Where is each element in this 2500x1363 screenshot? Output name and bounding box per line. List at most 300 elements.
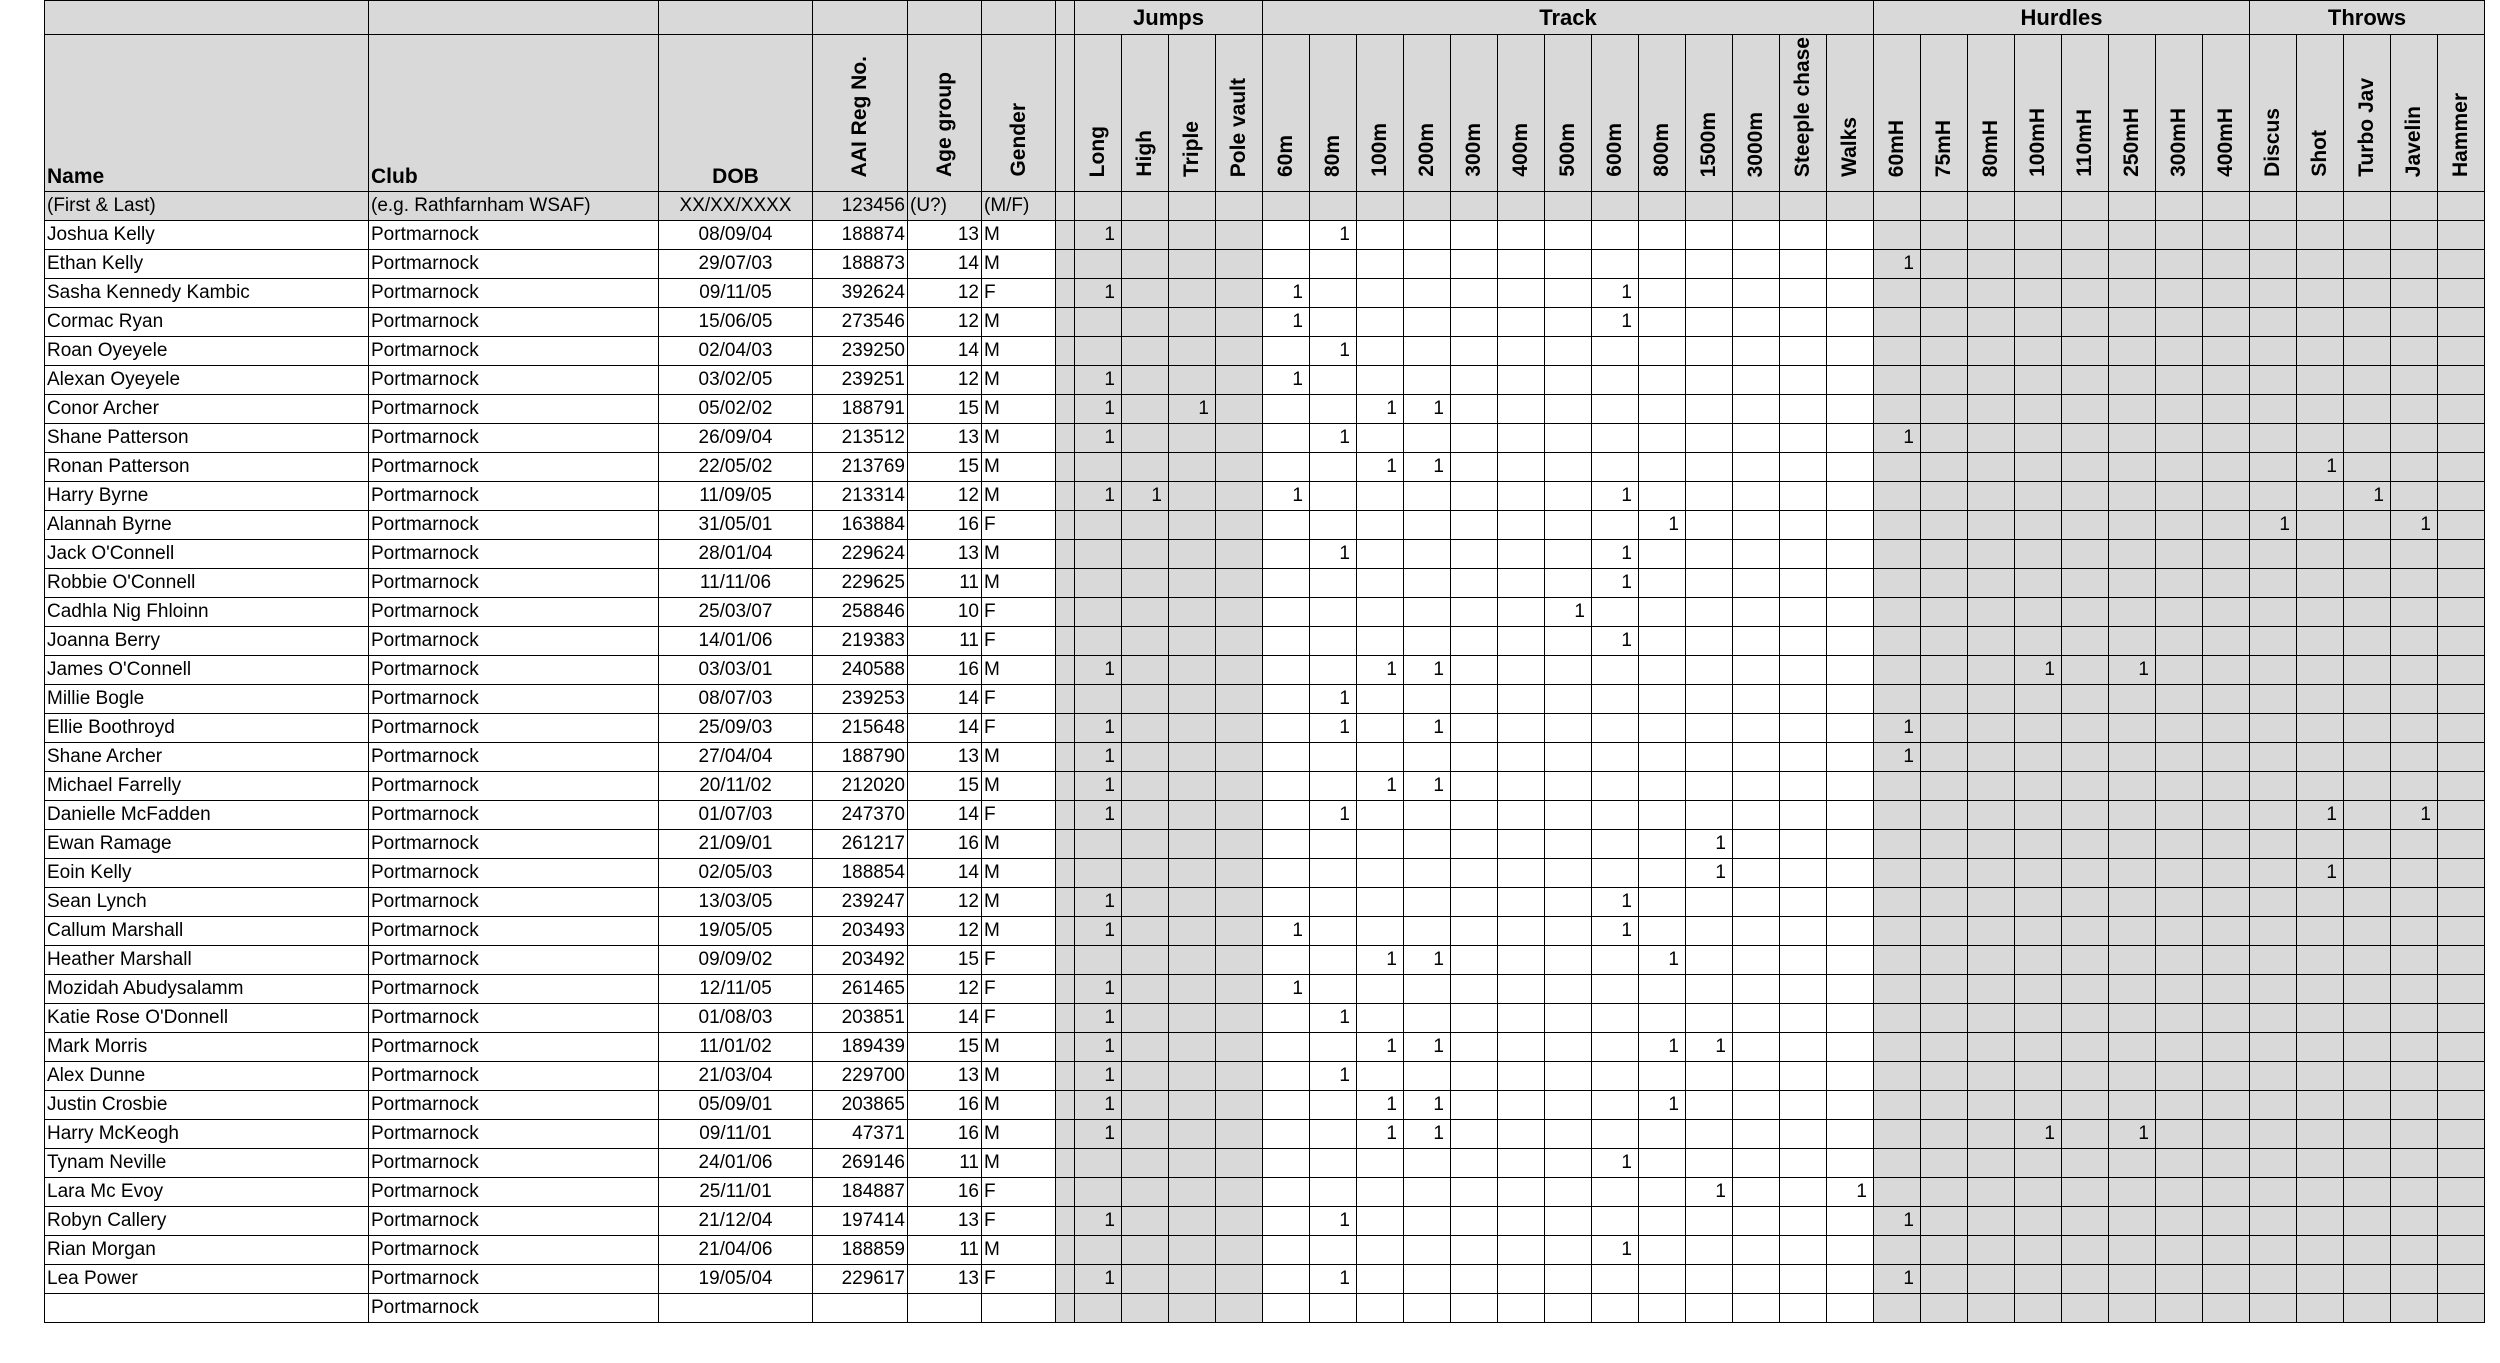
athlete-club[interactable]: Portmarnock: [369, 424, 659, 453]
athlete-dob[interactable]: 13/03/05: [659, 888, 813, 917]
event-cell-300m[interactable]: [1451, 830, 1498, 859]
event-cell-200m[interactable]: 1: [1404, 772, 1451, 801]
event-cell-discus[interactable]: [2250, 946, 2297, 975]
event-cell-80m[interactable]: [1310, 1033, 1357, 1062]
event-cell-800m[interactable]: [1639, 221, 1686, 250]
event-cell-60m[interactable]: [1263, 511, 1310, 540]
event-cell-400m[interactable]: [1498, 424, 1545, 453]
event-cell-300mh[interactable]: [2156, 598, 2203, 627]
event-cell-250mh[interactable]: 1: [2109, 656, 2156, 685]
event-cell-200m[interactable]: [1404, 627, 1451, 656]
athlete-name[interactable]: Ronan Patterson: [45, 453, 369, 482]
event-cell-turbo-jav[interactable]: [2344, 424, 2391, 453]
event-cell-long[interactable]: 1: [1075, 1265, 1122, 1294]
event-cell-pole-vault[interactable]: [1216, 1149, 1263, 1178]
event-cell-60m[interactable]: [1263, 888, 1310, 917]
event-cell-60m[interactable]: [1263, 1178, 1310, 1207]
event-cell-250mh[interactable]: [2109, 598, 2156, 627]
event-cell-javelin[interactable]: [2391, 395, 2438, 424]
event-cell-1500m[interactable]: [1686, 1294, 1733, 1323]
event-cell-400mh[interactable]: [2203, 1120, 2250, 1149]
event-cell-80m[interactable]: [1310, 482, 1357, 511]
event-cell-long[interactable]: [1075, 250, 1122, 279]
event-cell-400m[interactable]: [1498, 917, 1545, 946]
athlete-club[interactable]: Portmarnock: [369, 337, 659, 366]
athlete-reg[interactable]: 203492: [813, 946, 908, 975]
event-cell-400m[interactable]: [1498, 1120, 1545, 1149]
athlete-name[interactable]: Robyn Callery: [45, 1207, 369, 1236]
event-cell-walks[interactable]: [1827, 1265, 1874, 1294]
event-cell-turbo-jav[interactable]: [2344, 946, 2391, 975]
athlete-age[interactable]: 16: [908, 1178, 982, 1207]
athlete-reg[interactable]: 203493: [813, 917, 908, 946]
event-cell-400mh[interactable]: [2203, 1149, 2250, 1178]
event-cell-250mh[interactable]: [2109, 975, 2156, 1004]
athlete-name[interactable]: Cadhla Nig Fhloinn: [45, 598, 369, 627]
event-cell-400m[interactable]: [1498, 337, 1545, 366]
athlete-age[interactable]: 13: [908, 540, 982, 569]
event-cell-300mh[interactable]: [2156, 685, 2203, 714]
event-cell-800m[interactable]: [1639, 1004, 1686, 1033]
event-cell-400mh[interactable]: [2203, 917, 2250, 946]
event-cell-300m[interactable]: [1451, 424, 1498, 453]
event-cell-1500m[interactable]: [1686, 946, 1733, 975]
event-cell-60m[interactable]: [1263, 250, 1310, 279]
athlete-age[interactable]: 11: [908, 569, 982, 598]
athlete-reg[interactable]: [813, 1294, 908, 1323]
event-cell-800m[interactable]: [1639, 656, 1686, 685]
athlete-name[interactable]: Shane Archer: [45, 743, 369, 772]
event-cell-100mh[interactable]: [2015, 221, 2062, 250]
event-cell-600m[interactable]: [1592, 859, 1639, 888]
athlete-reg[interactable]: 240588: [813, 656, 908, 685]
event-cell-110mh[interactable]: [2062, 598, 2109, 627]
athlete-gender[interactable]: M: [982, 424, 1056, 453]
event-cell-400m[interactable]: [1498, 1004, 1545, 1033]
event-cell-250mh[interactable]: [2109, 714, 2156, 743]
athlete-club[interactable]: Portmarnock: [369, 1178, 659, 1207]
event-cell-triple[interactable]: [1169, 1091, 1216, 1120]
event-cell-110mh[interactable]: [2062, 1178, 2109, 1207]
athlete-dob[interactable]: 24/01/06: [659, 1149, 813, 1178]
event-cell-110mh[interactable]: [2062, 1091, 2109, 1120]
event-cell-100m[interactable]: [1357, 685, 1404, 714]
event-cell-500m[interactable]: [1545, 221, 1592, 250]
event-cell-discus[interactable]: [2250, 366, 2297, 395]
event-cell-600m[interactable]: [1592, 1062, 1639, 1091]
event-cell-60m[interactable]: [1263, 1120, 1310, 1149]
event-cell-80mh[interactable]: [1968, 830, 2015, 859]
event-cell-javelin[interactable]: 1: [2391, 511, 2438, 540]
event-cell-walks[interactable]: 1: [1827, 1178, 1874, 1207]
event-cell-turbo-jav[interactable]: [2344, 1091, 2391, 1120]
event-cell-walks[interactable]: [1827, 395, 1874, 424]
event-cell-javelin[interactable]: [2391, 366, 2438, 395]
athlete-dob[interactable]: 05/02/02: [659, 395, 813, 424]
event-cell-250mh[interactable]: [2109, 627, 2156, 656]
event-cell-200m[interactable]: 1: [1404, 1091, 1451, 1120]
event-cell-turbo-jav[interactable]: [2344, 1004, 2391, 1033]
event-cell-long[interactable]: 1: [1075, 366, 1122, 395]
event-cell-110mh[interactable]: [2062, 627, 2109, 656]
event-cell-60m[interactable]: [1263, 685, 1310, 714]
event-cell-300mh[interactable]: [2156, 1294, 2203, 1323]
event-cell-steeple-chase[interactable]: [1780, 1207, 1827, 1236]
event-cell-80m[interactable]: [1310, 511, 1357, 540]
event-cell-60mh[interactable]: 1: [1874, 1207, 1921, 1236]
event-cell-3000m[interactable]: [1733, 424, 1780, 453]
event-cell-high[interactable]: [1122, 337, 1169, 366]
event-cell-400m[interactable]: [1498, 714, 1545, 743]
athlete-age[interactable]: 15: [908, 453, 982, 482]
event-cell-800m[interactable]: [1639, 975, 1686, 1004]
athlete-age[interactable]: 16: [908, 656, 982, 685]
event-cell-600m[interactable]: 1: [1592, 308, 1639, 337]
event-cell-250mh[interactable]: [2109, 482, 2156, 511]
athlete-dob[interactable]: 25/09/03: [659, 714, 813, 743]
athlete-gender[interactable]: M: [982, 250, 1056, 279]
event-cell-1500m[interactable]: [1686, 337, 1733, 366]
event-cell-1500m[interactable]: [1686, 511, 1733, 540]
event-cell-110mh[interactable]: [2062, 395, 2109, 424]
event-cell-400mh[interactable]: [2203, 337, 2250, 366]
event-cell-triple[interactable]: [1169, 888, 1216, 917]
event-cell-80m[interactable]: [1310, 627, 1357, 656]
event-cell-100mh[interactable]: [2015, 569, 2062, 598]
athlete-dob[interactable]: 21/03/04: [659, 1062, 813, 1091]
athlete-dob[interactable]: 27/04/04: [659, 743, 813, 772]
event-cell-80mh[interactable]: [1968, 366, 2015, 395]
event-cell-high[interactable]: [1122, 1004, 1169, 1033]
event-cell-shot[interactable]: [2297, 511, 2344, 540]
event-cell-500m[interactable]: [1545, 1178, 1592, 1207]
event-cell-100mh[interactable]: [2015, 1178, 2062, 1207]
athlete-gender[interactable]: M: [982, 221, 1056, 250]
event-cell-60mh[interactable]: [1874, 627, 1921, 656]
event-cell-steeple-chase[interactable]: [1780, 1062, 1827, 1091]
event-cell-steeple-chase[interactable]: [1780, 1004, 1827, 1033]
event-cell-75mh[interactable]: [1921, 1178, 1968, 1207]
event-cell-hammer[interactable]: [2438, 453, 2485, 482]
event-cell-75mh[interactable]: [1921, 453, 1968, 482]
athlete-gender[interactable]: M: [982, 888, 1056, 917]
event-cell-300mh[interactable]: [2156, 1033, 2203, 1062]
event-cell-discus[interactable]: [2250, 250, 2297, 279]
athlete-reg[interactable]: 203851: [813, 1004, 908, 1033]
event-cell-discus[interactable]: [2250, 888, 2297, 917]
event-cell-250mh[interactable]: [2109, 308, 2156, 337]
event-cell-1500m[interactable]: [1686, 888, 1733, 917]
event-cell-turbo-jav[interactable]: [2344, 1236, 2391, 1265]
event-cell-1500m[interactable]: [1686, 1236, 1733, 1265]
athlete-name[interactable]: Michael Farrelly: [45, 772, 369, 801]
event-cell-400mh[interactable]: [2203, 221, 2250, 250]
event-cell-60m[interactable]: [1263, 743, 1310, 772]
event-cell-60mh[interactable]: [1874, 772, 1921, 801]
event-cell-250mh[interactable]: [2109, 1091, 2156, 1120]
event-cell-1500m[interactable]: [1686, 685, 1733, 714]
event-cell-pole-vault[interactable]: [1216, 308, 1263, 337]
event-cell-250mh[interactable]: [2109, 250, 2156, 279]
event-cell-shot[interactable]: [2297, 395, 2344, 424]
event-cell-60m[interactable]: [1263, 1236, 1310, 1265]
athlete-age[interactable]: 12: [908, 482, 982, 511]
event-cell-discus[interactable]: [2250, 337, 2297, 366]
athlete-reg[interactable]: 188854: [813, 859, 908, 888]
event-cell-250mh[interactable]: [2109, 830, 2156, 859]
event-cell-javelin[interactable]: [2391, 1207, 2438, 1236]
event-cell-100m[interactable]: 1: [1357, 395, 1404, 424]
event-cell-javelin[interactable]: [2391, 1294, 2438, 1323]
event-cell-javelin[interactable]: [2391, 482, 2438, 511]
event-cell-600m[interactable]: [1592, 656, 1639, 685]
event-cell-steeple-chase[interactable]: [1780, 1294, 1827, 1323]
event-cell-hammer[interactable]: [2438, 859, 2485, 888]
event-cell-400m[interactable]: [1498, 1178, 1545, 1207]
athlete-age[interactable]: 14: [908, 1004, 982, 1033]
athlete-reg[interactable]: 184887: [813, 1178, 908, 1207]
athlete-dob[interactable]: 08/09/04: [659, 221, 813, 250]
athlete-dob[interactable]: [659, 1294, 813, 1323]
event-cell-3000m[interactable]: [1733, 772, 1780, 801]
athlete-gender[interactable]: M: [982, 1120, 1056, 1149]
event-cell-200m[interactable]: 1: [1404, 395, 1451, 424]
event-cell-100mh[interactable]: [2015, 482, 2062, 511]
event-cell-steeple-chase[interactable]: [1780, 337, 1827, 366]
event-cell-javelin[interactable]: [2391, 743, 2438, 772]
event-cell-100mh[interactable]: [2015, 395, 2062, 424]
event-cell-800m[interactable]: [1639, 685, 1686, 714]
event-cell-pole-vault[interactable]: [1216, 279, 1263, 308]
event-cell-steeple-chase[interactable]: [1780, 569, 1827, 598]
event-cell-3000m[interactable]: [1733, 830, 1780, 859]
event-cell-turbo-jav[interactable]: [2344, 569, 2391, 598]
event-cell-walks[interactable]: [1827, 859, 1874, 888]
event-cell-100m[interactable]: 1: [1357, 656, 1404, 685]
event-cell-high[interactable]: [1122, 511, 1169, 540]
event-cell-100mh[interactable]: [2015, 308, 2062, 337]
event-cell-75mh[interactable]: [1921, 1004, 1968, 1033]
event-cell-80m[interactable]: 1: [1310, 801, 1357, 830]
event-cell-turbo-jav[interactable]: [2344, 888, 2391, 917]
event-cell-3000m[interactable]: [1733, 1062, 1780, 1091]
event-cell-javelin[interactable]: [2391, 250, 2438, 279]
event-cell-300m[interactable]: [1451, 917, 1498, 946]
event-cell-500m[interactable]: [1545, 308, 1592, 337]
event-cell-triple[interactable]: [1169, 424, 1216, 453]
event-cell-javelin[interactable]: [2391, 714, 2438, 743]
event-cell-100m[interactable]: 1: [1357, 1033, 1404, 1062]
event-cell-pole-vault[interactable]: [1216, 772, 1263, 801]
event-cell-400mh[interactable]: [2203, 946, 2250, 975]
event-cell-walks[interactable]: [1827, 1033, 1874, 1062]
event-cell-800m[interactable]: [1639, 627, 1686, 656]
athlete-dob[interactable]: 02/05/03: [659, 859, 813, 888]
event-cell-400m[interactable]: [1498, 221, 1545, 250]
event-cell-triple[interactable]: [1169, 569, 1216, 598]
event-cell-turbo-jav[interactable]: [2344, 743, 2391, 772]
event-cell-1500m[interactable]: [1686, 714, 1733, 743]
event-cell-long[interactable]: [1075, 1294, 1122, 1323]
event-cell-80mh[interactable]: [1968, 656, 2015, 685]
event-cell-turbo-jav[interactable]: [2344, 395, 2391, 424]
event-cell-1500m[interactable]: [1686, 453, 1733, 482]
athlete-age[interactable]: 11: [908, 1236, 982, 1265]
event-cell-hammer[interactable]: [2438, 279, 2485, 308]
athlete-club[interactable]: Portmarnock: [369, 859, 659, 888]
athlete-club[interactable]: Portmarnock: [369, 1265, 659, 1294]
athlete-name[interactable]: Rian Morgan: [45, 1236, 369, 1265]
event-cell-800m[interactable]: [1639, 1149, 1686, 1178]
event-cell-200m[interactable]: [1404, 221, 1451, 250]
event-cell-100mh[interactable]: [2015, 1265, 2062, 1294]
event-cell-400mh[interactable]: [2203, 888, 2250, 917]
event-cell-1500m[interactable]: [1686, 250, 1733, 279]
athlete-dob[interactable]: 08/07/03: [659, 685, 813, 714]
event-cell-triple[interactable]: [1169, 1207, 1216, 1236]
event-cell-800m[interactable]: [1639, 888, 1686, 917]
event-cell-110mh[interactable]: [2062, 366, 2109, 395]
event-cell-300m[interactable]: [1451, 453, 1498, 482]
event-cell-600m[interactable]: 1: [1592, 279, 1639, 308]
athlete-reg[interactable]: 197414: [813, 1207, 908, 1236]
event-cell-60mh[interactable]: [1874, 279, 1921, 308]
event-cell-high[interactable]: [1122, 1033, 1169, 1062]
athlete-reg[interactable]: 258846: [813, 598, 908, 627]
event-cell-400mh[interactable]: [2203, 859, 2250, 888]
event-cell-80m[interactable]: [1310, 975, 1357, 1004]
athlete-dob[interactable]: 14/01/06: [659, 627, 813, 656]
event-cell-80mh[interactable]: [1968, 482, 2015, 511]
event-cell-300mh[interactable]: [2156, 424, 2203, 453]
event-cell-400m[interactable]: [1498, 598, 1545, 627]
event-cell-triple[interactable]: [1169, 308, 1216, 337]
event-cell-discus[interactable]: [2250, 1033, 2297, 1062]
event-cell-javelin[interactable]: [2391, 1265, 2438, 1294]
event-cell-80m[interactable]: 1: [1310, 1004, 1357, 1033]
event-cell-300mh[interactable]: [2156, 511, 2203, 540]
event-cell-3000m[interactable]: [1733, 308, 1780, 337]
event-cell-600m[interactable]: 1: [1592, 888, 1639, 917]
event-cell-javelin[interactable]: [2391, 946, 2438, 975]
event-cell-shot[interactable]: [2297, 221, 2344, 250]
event-cell-600m[interactable]: [1592, 801, 1639, 830]
athlete-dob[interactable]: 01/07/03: [659, 801, 813, 830]
event-cell-110mh[interactable]: [2062, 424, 2109, 453]
event-cell-walks[interactable]: [1827, 250, 1874, 279]
athlete-name[interactable]: Lea Power: [45, 1265, 369, 1294]
event-cell-javelin[interactable]: [2391, 859, 2438, 888]
event-cell-400mh[interactable]: [2203, 453, 2250, 482]
event-cell-75mh[interactable]: [1921, 337, 1968, 366]
event-cell-60mh[interactable]: 1: [1874, 424, 1921, 453]
event-cell-hammer[interactable]: [2438, 1236, 2485, 1265]
event-cell-discus[interactable]: [2250, 1236, 2297, 1265]
event-cell-110mh[interactable]: [2062, 1120, 2109, 1149]
event-cell-100m[interactable]: [1357, 830, 1404, 859]
event-cell-800m[interactable]: [1639, 859, 1686, 888]
event-cell-turbo-jav[interactable]: [2344, 1062, 2391, 1091]
athlete-reg[interactable]: 212020: [813, 772, 908, 801]
event-cell-triple[interactable]: [1169, 221, 1216, 250]
event-cell-100m[interactable]: [1357, 1207, 1404, 1236]
event-cell-100mh[interactable]: [2015, 250, 2062, 279]
event-cell-200m[interactable]: [1404, 1236, 1451, 1265]
event-cell-600m[interactable]: [1592, 598, 1639, 627]
event-cell-75mh[interactable]: [1921, 801, 1968, 830]
event-cell-turbo-jav[interactable]: [2344, 685, 2391, 714]
event-cell-800m[interactable]: [1639, 743, 1686, 772]
event-cell-500m[interactable]: [1545, 1236, 1592, 1265]
event-cell-shot[interactable]: [2297, 1294, 2344, 1323]
event-cell-1500m[interactable]: [1686, 540, 1733, 569]
event-cell-pole-vault[interactable]: [1216, 685, 1263, 714]
event-cell-400mh[interactable]: [2203, 627, 2250, 656]
event-cell-100mh[interactable]: [2015, 1033, 2062, 1062]
event-cell-long[interactable]: 1: [1075, 221, 1122, 250]
event-cell-250mh[interactable]: [2109, 1033, 2156, 1062]
event-cell-javelin[interactable]: [2391, 917, 2438, 946]
event-cell-walks[interactable]: [1827, 1236, 1874, 1265]
athlete-gender[interactable]: F: [982, 1207, 1056, 1236]
event-cell-80m[interactable]: [1310, 772, 1357, 801]
athlete-name[interactable]: Eoin Kelly: [45, 859, 369, 888]
athlete-age[interactable]: 15: [908, 1033, 982, 1062]
event-cell-shot[interactable]: [2297, 279, 2344, 308]
event-cell-100m[interactable]: [1357, 598, 1404, 627]
athlete-name[interactable]: Jack O'Connell: [45, 540, 369, 569]
event-cell-400m[interactable]: [1498, 1265, 1545, 1294]
athlete-age[interactable]: 12: [908, 279, 982, 308]
event-cell-600m[interactable]: [1592, 337, 1639, 366]
event-cell-300m[interactable]: [1451, 627, 1498, 656]
event-cell-steeple-chase[interactable]: [1780, 830, 1827, 859]
athlete-gender[interactable]: M: [982, 540, 1056, 569]
event-cell-200m[interactable]: [1404, 1178, 1451, 1207]
event-cell-100m[interactable]: [1357, 366, 1404, 395]
event-cell-80m[interactable]: [1310, 1120, 1357, 1149]
event-cell-3000m[interactable]: [1733, 221, 1780, 250]
event-cell-100mh[interactable]: [2015, 1149, 2062, 1178]
event-cell-100m[interactable]: [1357, 1294, 1404, 1323]
event-cell-80mh[interactable]: [1968, 1120, 2015, 1149]
event-cell-3000m[interactable]: [1733, 569, 1780, 598]
event-cell-100mh[interactable]: [2015, 511, 2062, 540]
event-cell-80mh[interactable]: [1968, 1062, 2015, 1091]
event-cell-600m[interactable]: [1592, 1004, 1639, 1033]
event-cell-shot[interactable]: [2297, 1149, 2344, 1178]
event-cell-400mh[interactable]: [2203, 685, 2250, 714]
event-cell-pole-vault[interactable]: [1216, 1178, 1263, 1207]
event-cell-100mh[interactable]: [2015, 279, 2062, 308]
event-cell-300m[interactable]: [1451, 685, 1498, 714]
athlete-club[interactable]: Portmarnock: [369, 830, 659, 859]
athlete-club[interactable]: Portmarnock: [369, 308, 659, 337]
event-cell-600m[interactable]: [1592, 1178, 1639, 1207]
event-cell-250mh[interactable]: [2109, 743, 2156, 772]
event-cell-80mh[interactable]: [1968, 685, 2015, 714]
event-cell-100m[interactable]: [1357, 743, 1404, 772]
event-cell-discus[interactable]: [2250, 569, 2297, 598]
event-cell-1500m[interactable]: [1686, 1265, 1733, 1294]
event-cell-500m[interactable]: [1545, 279, 1592, 308]
event-cell-110mh[interactable]: [2062, 801, 2109, 830]
event-cell-500m[interactable]: [1545, 859, 1592, 888]
event-cell-80mh[interactable]: [1968, 337, 2015, 366]
event-cell-200m[interactable]: 1: [1404, 1120, 1451, 1149]
event-cell-walks[interactable]: [1827, 569, 1874, 598]
event-cell-1500m[interactable]: [1686, 366, 1733, 395]
